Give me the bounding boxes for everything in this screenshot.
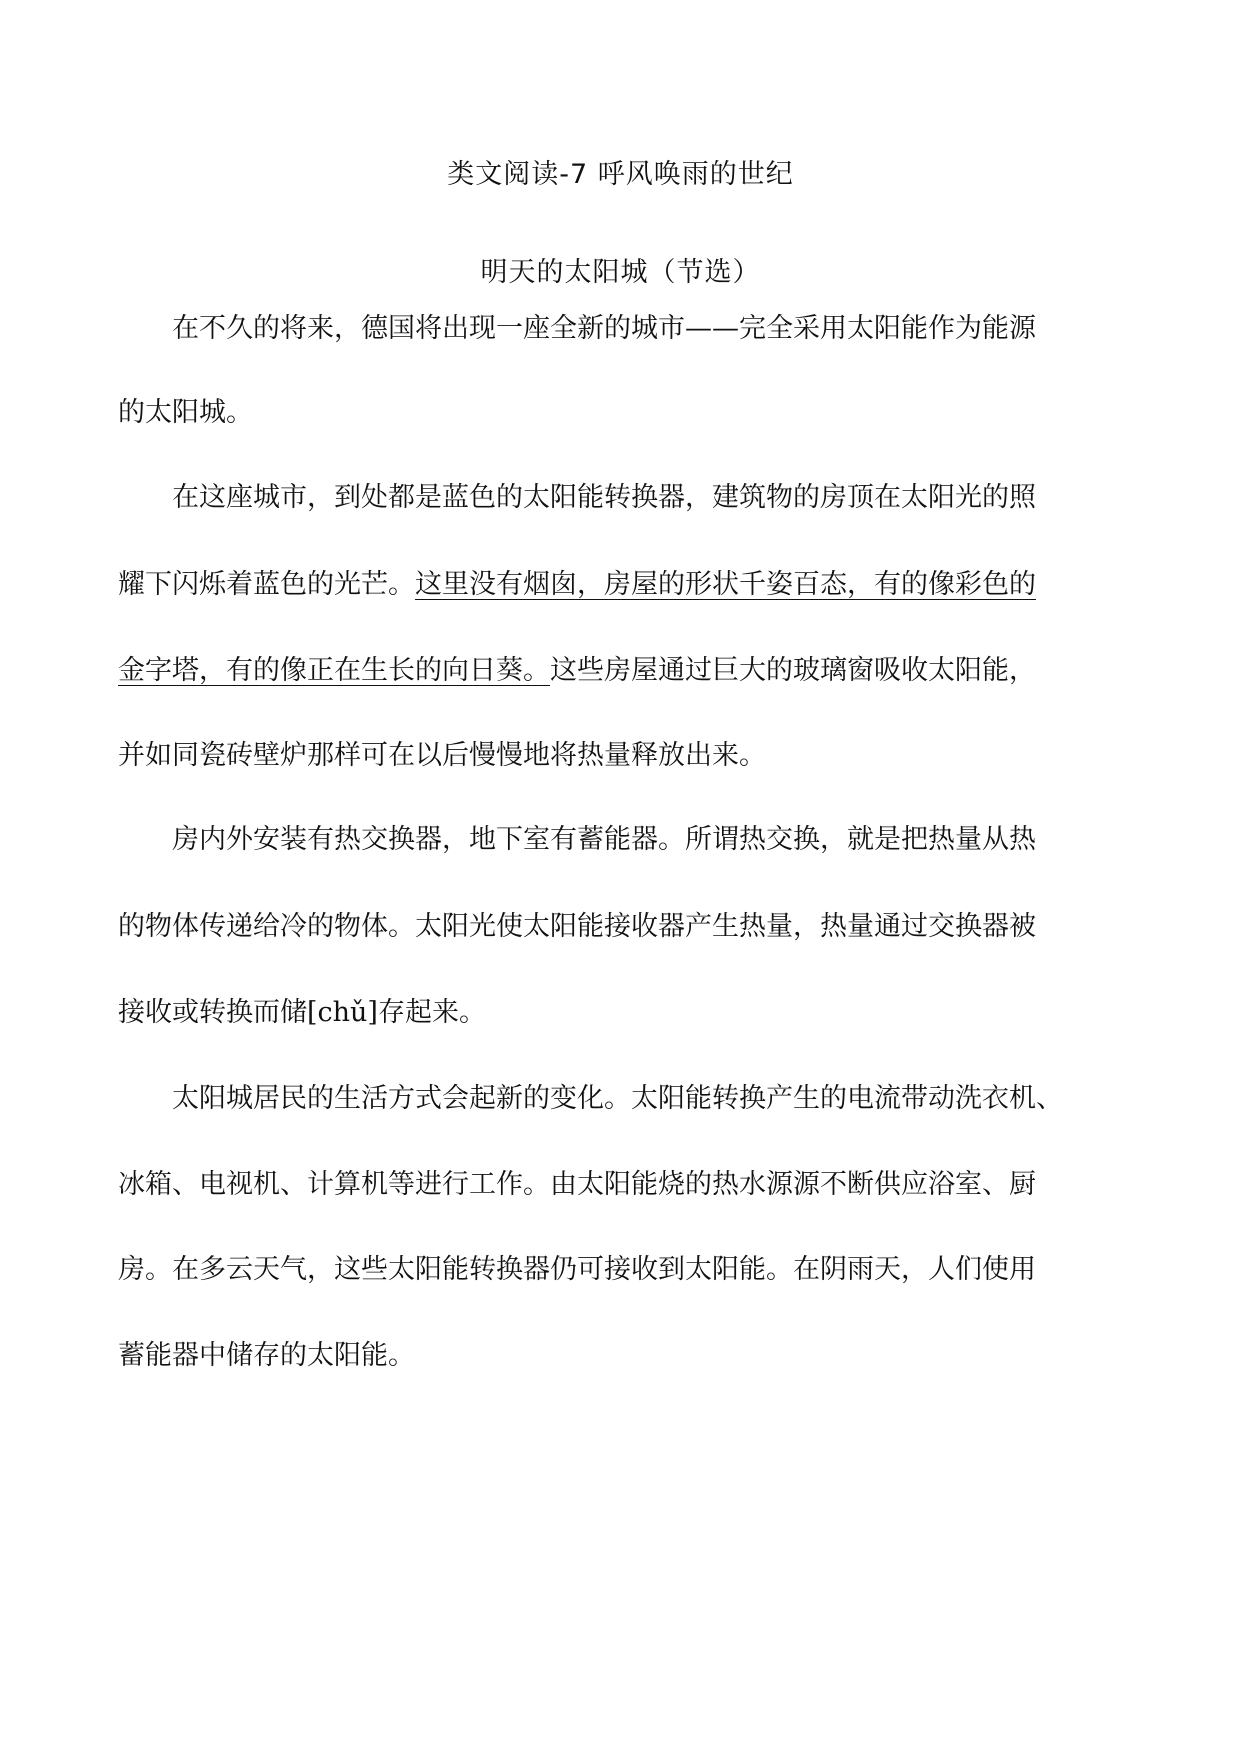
paragraph-2-plain-text-2: 这些房屋通过巨大的玻璃窗吸收太阳能， [550, 655, 1036, 686]
paragraph-2-plain-text: 耀下闪烁着蓝色的光芒。 [118, 569, 415, 600]
paragraph-1-line-2: 的太阳城。 [118, 397, 253, 428]
paragraph-2-line-1: 在这座城市，到处都是蓝色的太阳能转换器，建筑物的房顶在太阳光的照 [118, 482, 1036, 513]
paragraph-1-line-1: 在不久的将来，德国将出现一座全新的城市——完全采用太阳能作为能源 [118, 313, 1036, 344]
document-title: 类文阅读-7 呼风唤雨的世纪 [447, 159, 794, 190]
paragraph-2-line-2 [118, 567, 1036, 603]
paragraph-4-line-4: 蓄能器中储存的太阳能。 [118, 1340, 415, 1371]
underlined-sentence-part-1: 这里没有烟囱，房屋的形状千姿百态，有的像彩色的 [415, 569, 1036, 600]
paragraph-3-line-1: 房内外安装有热交换器，地下室有蓄能器。所谓热交换，就是把热量从热 [118, 824, 1036, 855]
paragraph-2-line-4: 并如同瓷砖壁炉那样可在以后慢慢地将热量释放出来。 [118, 740, 766, 771]
paragraph-3-line-2: 的物体传递给冷的物体。太阳光使太阳能接收器产生热量，热量通过交换器被 [118, 911, 1036, 942]
paragraph-4-line-3: 房。在多云天气，这些太阳能转换器仍可接收到太阳能。在阴雨天，人们使用 [118, 1254, 1036, 1285]
paragraph-4-line-2: 冰箱、电视机、计算机等进行工作。由太阳能烧的热水源源不断供应浴室、厨 [118, 1169, 1036, 1200]
underlined-sentence-part-2: 金字塔，有的像正在生长的向日葵。 [118, 655, 550, 686]
paragraph-3-line-3: 接收或转换而储[chǔ]存起来。 [118, 997, 486, 1028]
paragraph-2-line-3 [118, 653, 1036, 689]
paragraph-4-line-1: 太阳城居民的生活方式会起新的变化。太阳能转换产生的电流带动洗衣机、 [118, 1083, 1063, 1114]
article-title: 明天的太阳城（节选） [480, 257, 761, 288]
